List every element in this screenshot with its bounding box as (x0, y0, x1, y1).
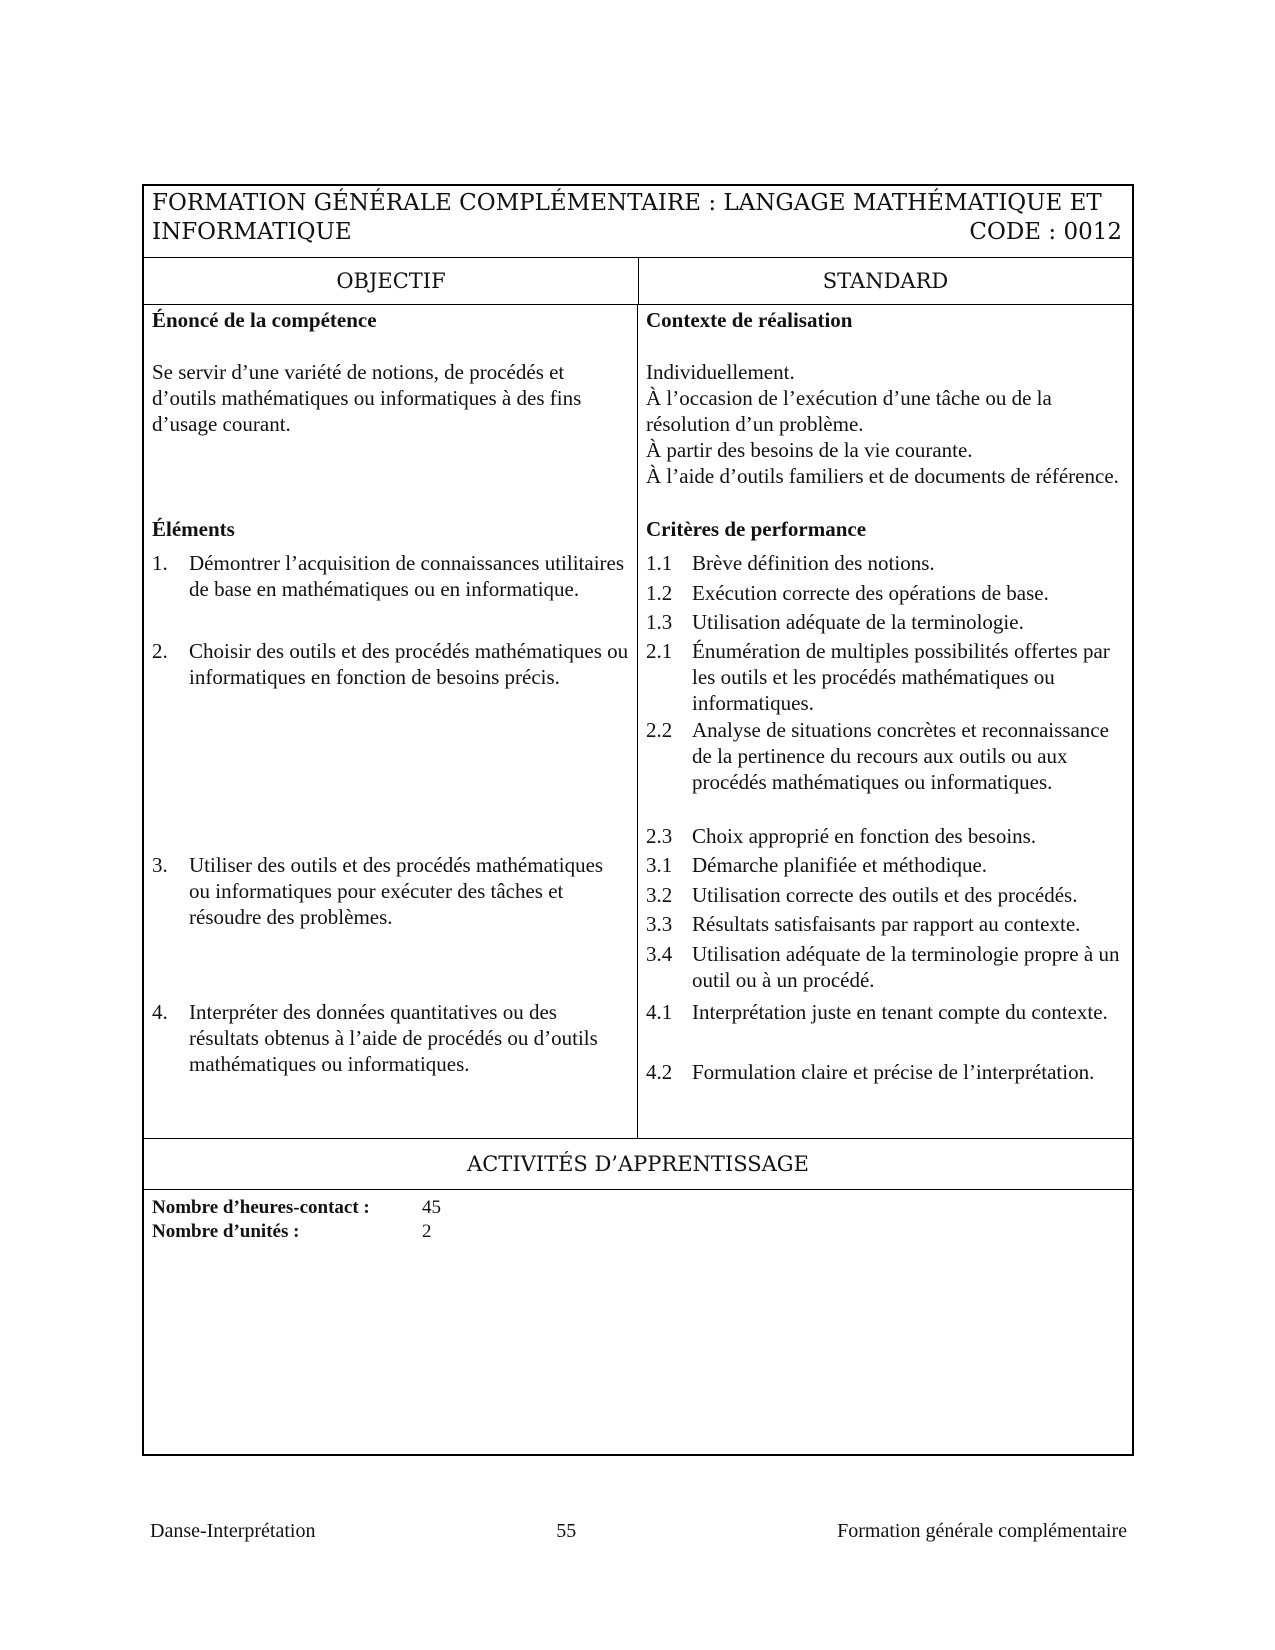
criterion-number: 3.4 (646, 942, 673, 966)
criterion-text: Utilisation adéquate de la terminologie propre à un outil ou à un procédé. (692, 942, 1120, 992)
context-line: À partir des besoins de la vie courante. (646, 438, 973, 462)
element-number: 2. (152, 639, 168, 663)
criterion-number: 4.1 (646, 1000, 673, 1024)
standard-column (638, 305, 1132, 1138)
element-number: 1. (152, 551, 168, 575)
course-code: CODE : 0012 (969, 219, 1122, 245)
activities-heading: ACTIVITÉS D’APPRENTISSAGE (144, 1139, 1132, 1190)
criterion-text: Choix approprié en fonction des besoins. (692, 824, 1037, 848)
objective-column (144, 305, 638, 1138)
criterion-item (646, 717, 1124, 795)
units-label: Nombre d’unités : (152, 1221, 300, 1242)
element-item (152, 852, 629, 930)
criterion-item (646, 911, 1124, 937)
elements-heading: Éléments (152, 517, 235, 541)
criterion-item (646, 609, 1124, 635)
units-value: 2 (422, 1221, 432, 1242)
criterion-text: Utilisation adéquate de la terminologie. (692, 610, 1024, 634)
criterion-number: 3.1 (646, 853, 673, 877)
element-text: Démontrer l’acquisition de connaissances utilitaires de base en mathématiques ou en informatique. (189, 551, 625, 601)
criterion-item (646, 999, 1124, 1025)
criterion-text: Interprétation juste en tenant compte du contexte. (692, 1000, 1108, 1024)
criterion-text: Exécution correcte des opérations de base. (692, 581, 1049, 605)
competence-heading: Énoncé de la compétence (152, 308, 377, 332)
criterion-text: Démarche planifiée et méthodique. (692, 853, 988, 877)
criterion-item (646, 941, 1124, 993)
criterion-number: 1.3 (646, 610, 673, 634)
title-line-1: FORMATION GÉNÉRALE COMPLÉMENTAIRE : LANGAGE MATHÉMATIQUE ET (152, 190, 1102, 216)
criterion-item (646, 638, 1124, 716)
criterion-item (646, 1059, 1124, 1085)
element-text: Choisir des outils et des procédés mathématiques ou informatiques en fonction de besoins précis. (189, 639, 629, 689)
criterion-number: 1.1 (646, 551, 673, 575)
context-line: Individuellement. (646, 360, 795, 384)
table-header (144, 186, 1132, 258)
title-line-2: INFORMATIQUE (152, 219, 352, 245)
footer-program: Danse-Interprétation (150, 1520, 316, 1542)
standard-column-header: STANDARD (822, 269, 949, 293)
criterion-text: Énumération de multiples possibilités offertes par les outils et les procédés mathématiques ou informatiques. (692, 639, 1110, 715)
element-number: 3. (152, 853, 168, 877)
criterion-text: Formulation claire et précise de l’interprétation. (692, 1060, 1095, 1084)
criterion-number: 4.2 (646, 1060, 673, 1084)
footer-section: Formation générale complémentaire (837, 1520, 1127, 1542)
objective-column-header: OBJECTIF (144, 258, 639, 304)
criterion-number: 1.2 (646, 581, 673, 605)
element-item (152, 550, 629, 602)
activities-info (144, 1190, 1132, 1250)
context-line: À l’occasion de l’exécution d’une tâche ou de la résolution d’un problème. (646, 386, 1052, 436)
competence-text: Se servir d’une variété de notions, de procédés et d’outils mathématiques ou informatiques à des fins d’usage courant. (152, 360, 582, 436)
hours-label: Nombre d’heures-contact : (152, 1197, 370, 1218)
page-footer (150, 1520, 1127, 1543)
criterion-number: 3.2 (646, 883, 673, 907)
criterion-number: 3.3 (646, 912, 673, 936)
element-text: Interpréter des données quantitatives ou des résultats obtenus à l’aide de procédés ou d’outils mathématiques ou informatiques. (189, 1000, 598, 1076)
criteria-heading: Critères de performance (646, 517, 867, 541)
criterion-number: 2.1 (646, 639, 673, 663)
hours-value: 45 (422, 1197, 441, 1218)
context-heading: Contexte de réalisation (646, 308, 853, 332)
criterion-text: Utilisation correcte des outils et des procédés. (692, 883, 1078, 907)
criterion-text: Résultats satisfaisants par rapport au contexte. (692, 912, 1081, 936)
criterion-item (646, 550, 1124, 576)
criterion-number: 2.2 (646, 718, 673, 742)
element-item (152, 638, 629, 690)
criterion-text: Brève définition des notions. (692, 551, 935, 575)
competency-table (142, 184, 1134, 1456)
criterion-item (646, 580, 1124, 606)
criterion-item (646, 823, 1124, 849)
criterion-item (646, 852, 1124, 878)
element-text: Utiliser des outils et des procédés mathématiques ou informatiques pour exécuter des tâches et résoudre des problèmes. (189, 853, 604, 929)
criterion-item (646, 882, 1124, 908)
criterion-number: 2.3 (646, 824, 673, 848)
element-number: 4. (152, 1000, 168, 1024)
context-line: À l’aide d’outils familiers et de documents de référence. (646, 464, 1119, 488)
element-item (152, 999, 629, 1077)
criterion-text: Analyse de situations concrètes et reconnaissance de la pertinence du recours aux outils ou aux procédés mathématiques ou informatiques. (692, 718, 1109, 794)
page-number: 55 (556, 1520, 577, 1542)
